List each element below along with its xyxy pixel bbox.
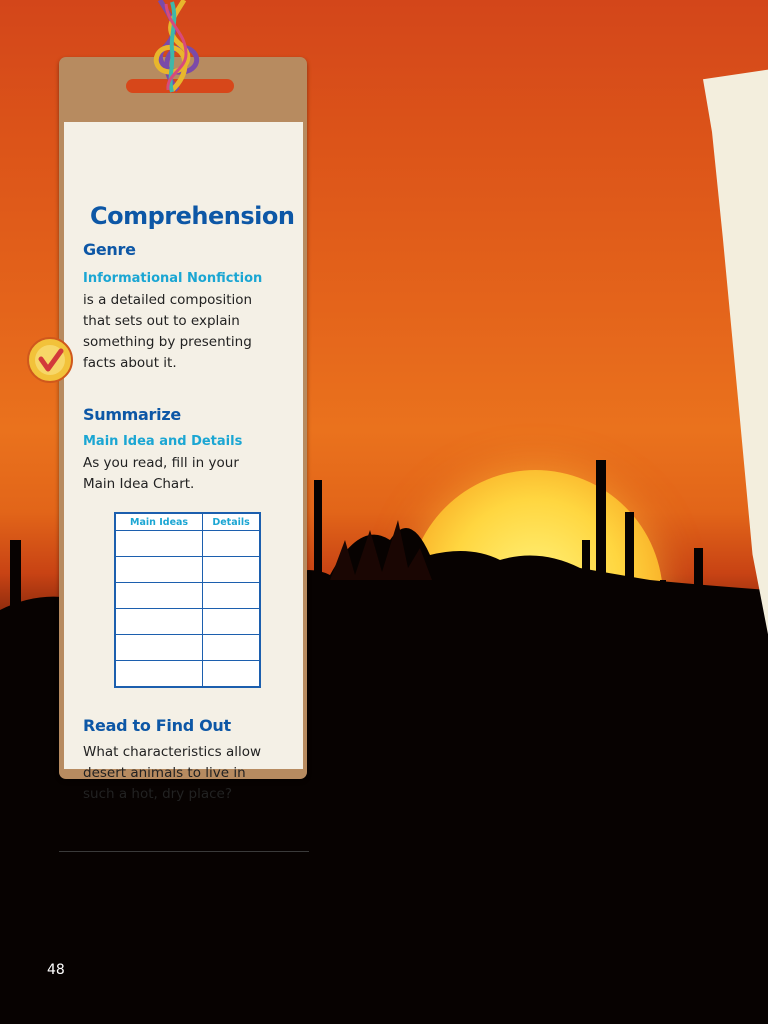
read-to-find-out-question: What characteristics allow desert animals to live in such a hot, dry place?: [83, 744, 262, 802]
chart-row: [115, 583, 260, 609]
chart-cell: [203, 531, 260, 557]
chart-header-details: Details: [203, 513, 260, 531]
strategy-medal-icon: [27, 337, 73, 383]
genre-term: Informational Nonfiction: [83, 271, 263, 286]
chart-cell: [115, 609, 203, 635]
main-idea-chart: [114, 512, 261, 688]
chart-cell: [203, 609, 260, 635]
page-number: 48: [47, 962, 65, 978]
bookmark-title: Comprehension: [90, 202, 295, 230]
chart-row: [115, 635, 260, 661]
chart-cell: [115, 635, 203, 661]
chart-cell: [203, 583, 260, 609]
chart-cell: [115, 583, 203, 609]
chart-cell: [115, 531, 203, 557]
chart-cell: [203, 661, 260, 688]
chart-row: [115, 531, 260, 557]
chart-cell: [203, 635, 260, 661]
summarize-skill: Main Idea and Details: [83, 434, 243, 449]
chart-row: [115, 661, 260, 688]
knotted-rope-icon: [142, 0, 212, 95]
chart-cell: [115, 557, 203, 583]
summarize-heading: Summarize: [83, 405, 181, 424]
genre-description: is a detailed composition that sets out to explain something by presenting facts about it.: [83, 292, 253, 371]
chart-header-main-ideas: Main Ideas: [115, 513, 203, 531]
comprehension-bookmark: [59, 57, 307, 802]
chart-row: [115, 557, 260, 583]
summarize-instruction: As you read, fill in your Main Idea Chart.: [83, 455, 239, 492]
chart-cell: [203, 557, 260, 583]
chart-cell: [115, 661, 203, 688]
chart-row: [115, 609, 260, 635]
read-to-find-out-heading: Read to Find Out: [83, 716, 231, 735]
genre-heading: Genre: [83, 240, 136, 259]
bookmark-card: [64, 122, 303, 802]
page-divider: [59, 851, 309, 852]
